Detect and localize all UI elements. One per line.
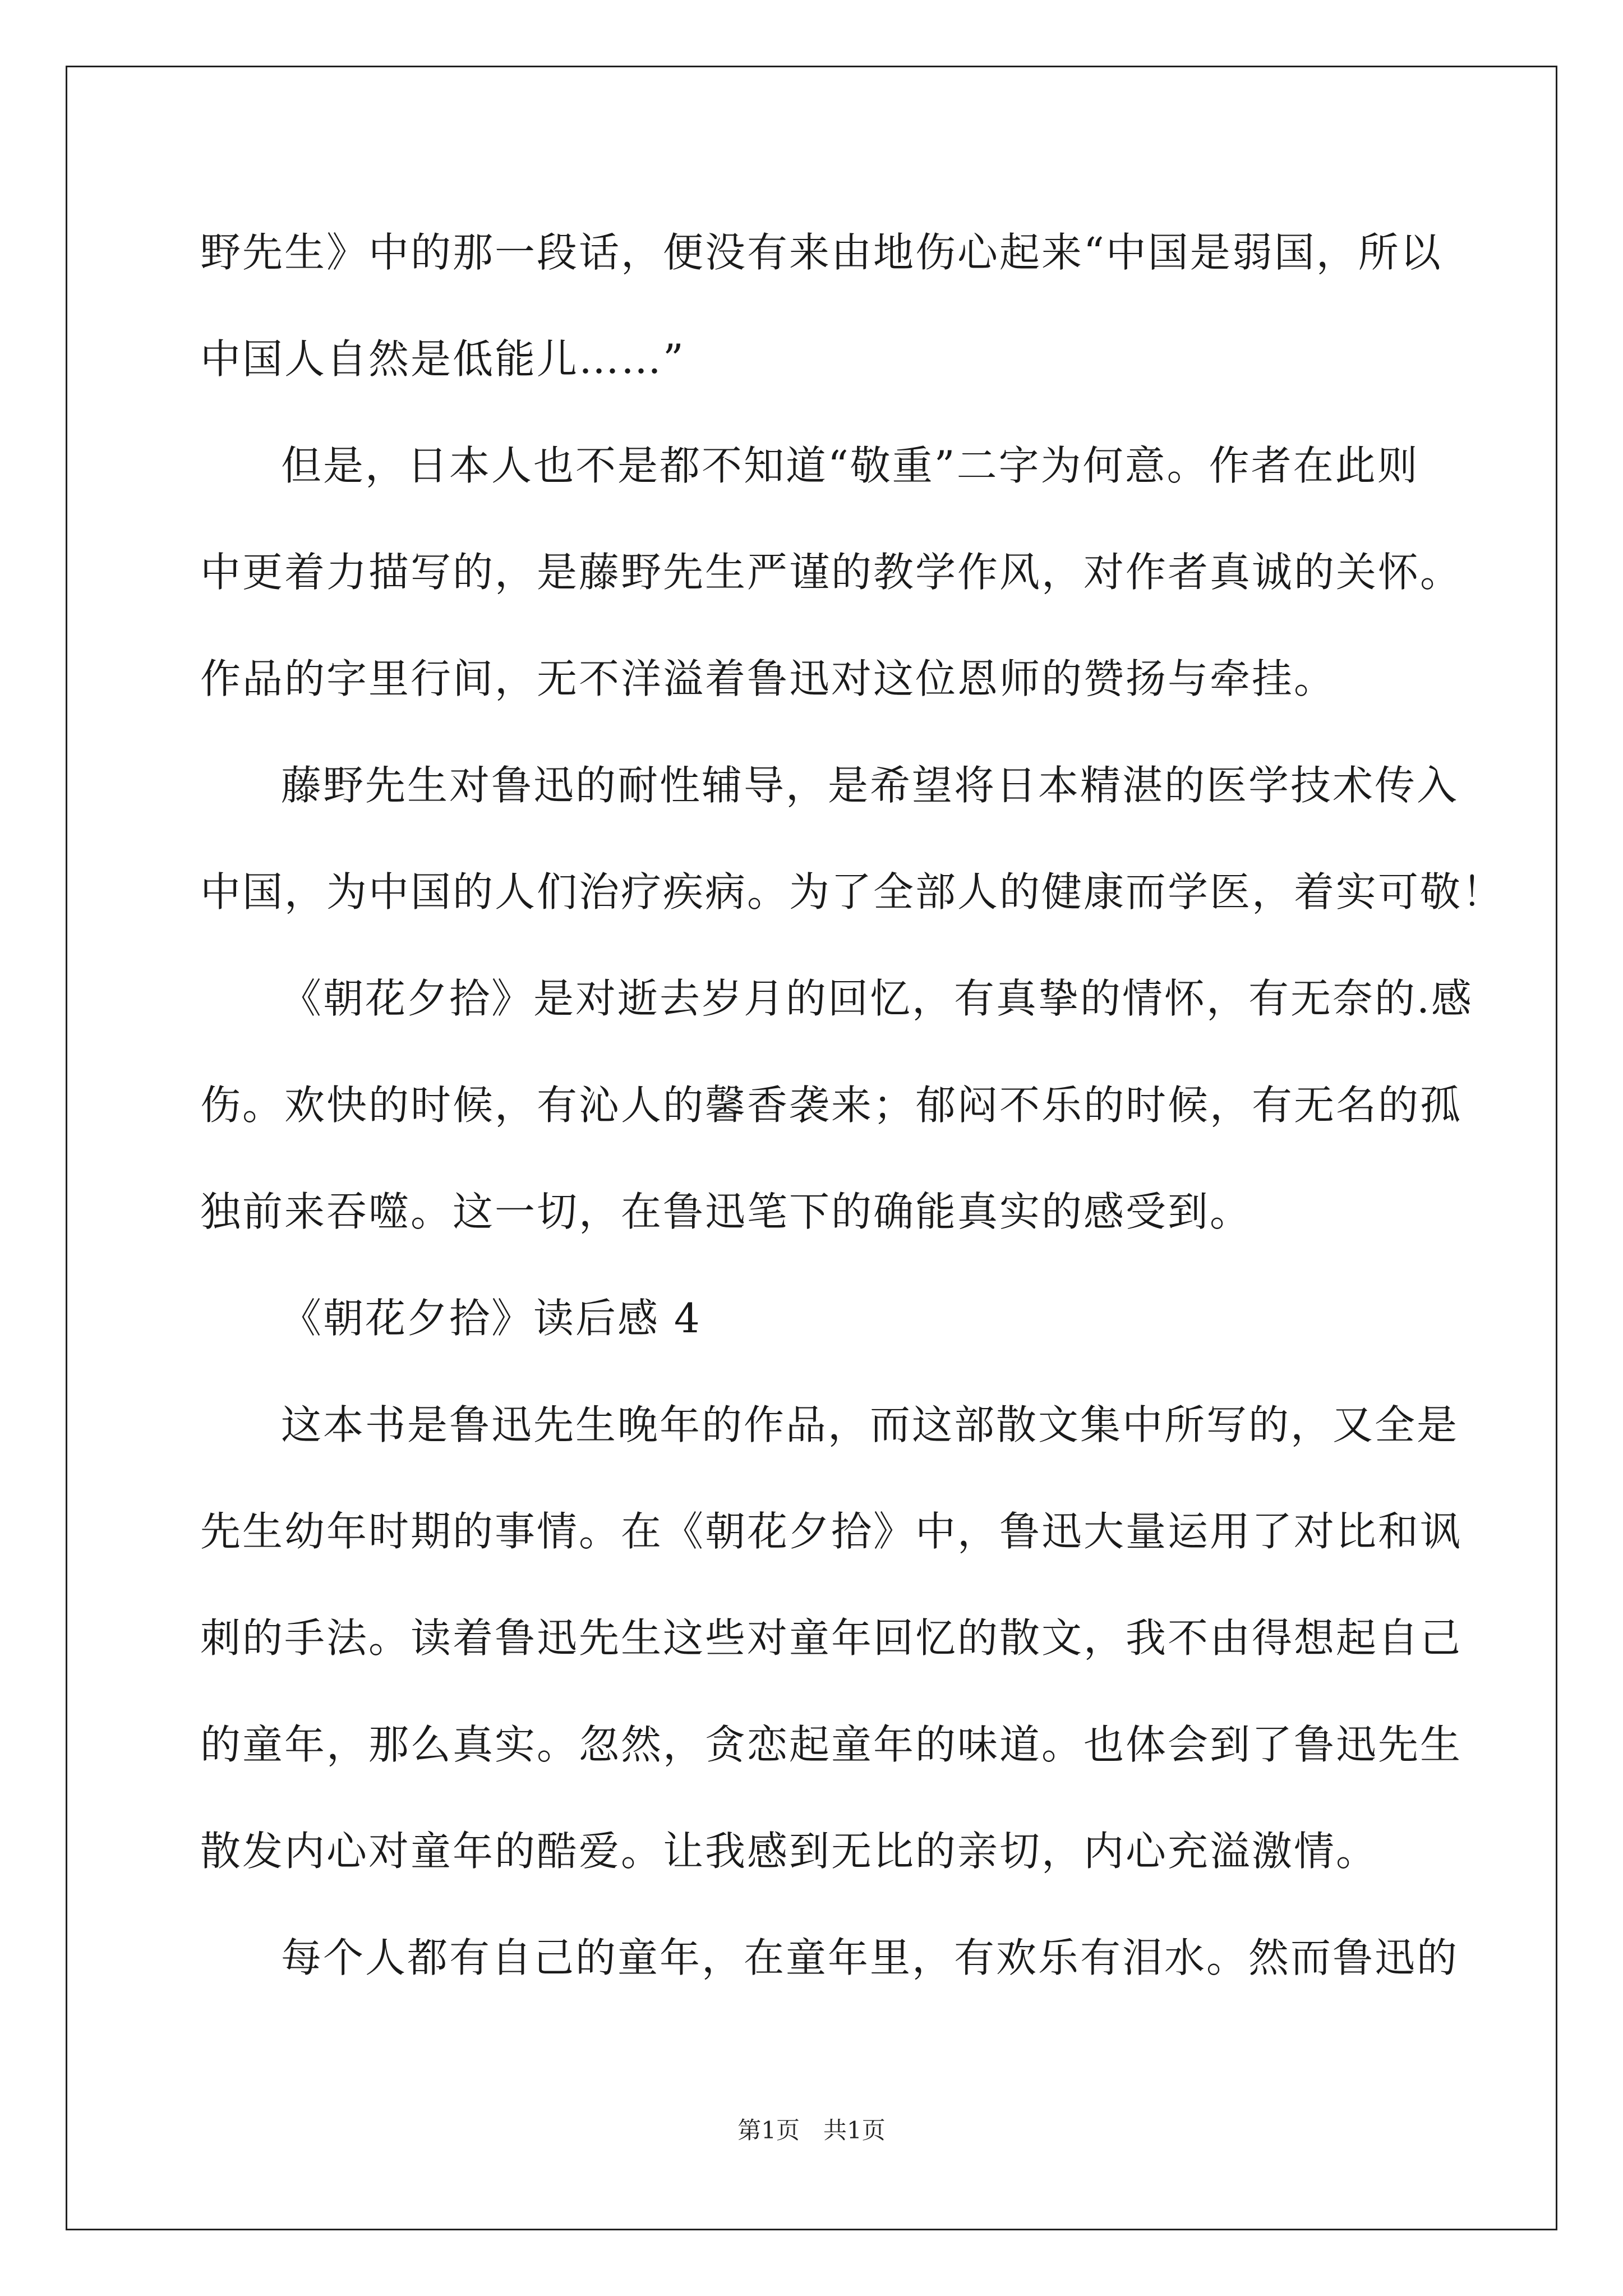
- section-heading: 《朝花夕拾》读后感 4: [281, 1295, 702, 1342]
- text-line: 伤。欢快的时候，有沁人的馨香袭来；郁闷不乐的时候，有无名的孤: [200, 1082, 1463, 1129]
- text-line: 《朝花夕拾》是对逝去岁月的回忆，有真挚的情怀，有无奈的.感: [281, 975, 1473, 1022]
- text-line: 中国，为中国的人们治疗疾病。为了全部人的健康而学医，着实可敬！: [200, 868, 1505, 915]
- text-line: 的童年，那么真实。忽然，贪恋起童年的味道。也体会到了鲁迅先生: [200, 1721, 1463, 1768]
- text-line: 独前来吞噬。这一切，在鲁迅笔下的确能真实的感受到。: [200, 1188, 1252, 1235]
- text-line: 野先生》中的那一段话，便没有来由地伤心起来“中国是弱国，所以: [200, 229, 1442, 276]
- page-frame: [66, 66, 1557, 2230]
- text-line: 刺的手法。读着鲁迅先生这些对童年回忆的散文，我不由得想起自己: [200, 1614, 1463, 1662]
- text-line: 每个人都有自己的童年，在童年里，有欢乐有泪水。然而鲁迅的: [281, 1934, 1459, 1981]
- page-number: 第1页 共1页: [737, 2116, 886, 2144]
- text-line: 作品的字里行间，无不洋溢着鲁迅对这位恩师的赞扬与牵挂。: [200, 655, 1336, 702]
- text-line: 中国人自然是低能儿……”: [200, 335, 685, 383]
- text-line: 中更着力描写的，是藤野先生严谨的教学作风，对作者真诚的关怀。: [200, 549, 1463, 596]
- text-line: 藤野先生对鲁迅的耐性辅导，是希望将日本精湛的医学技术传入: [281, 762, 1459, 809]
- text-line: 散发内心对童年的酷爱。让我感到无比的亲切，内心充溢激情。: [200, 1828, 1378, 1875]
- text-line: 这本书是鲁迅先生晚年的作品，而这部散文集中所写的，又全是: [281, 1401, 1459, 1448]
- text-line: 先生幼年时期的事情。在《朝花夕拾》中，鲁迅大量运用了对比和讽: [200, 1508, 1463, 1555]
- text-line: 但是，日本人也不是都不知道“敬重”二字为何意。作者在此则: [281, 442, 1419, 489]
